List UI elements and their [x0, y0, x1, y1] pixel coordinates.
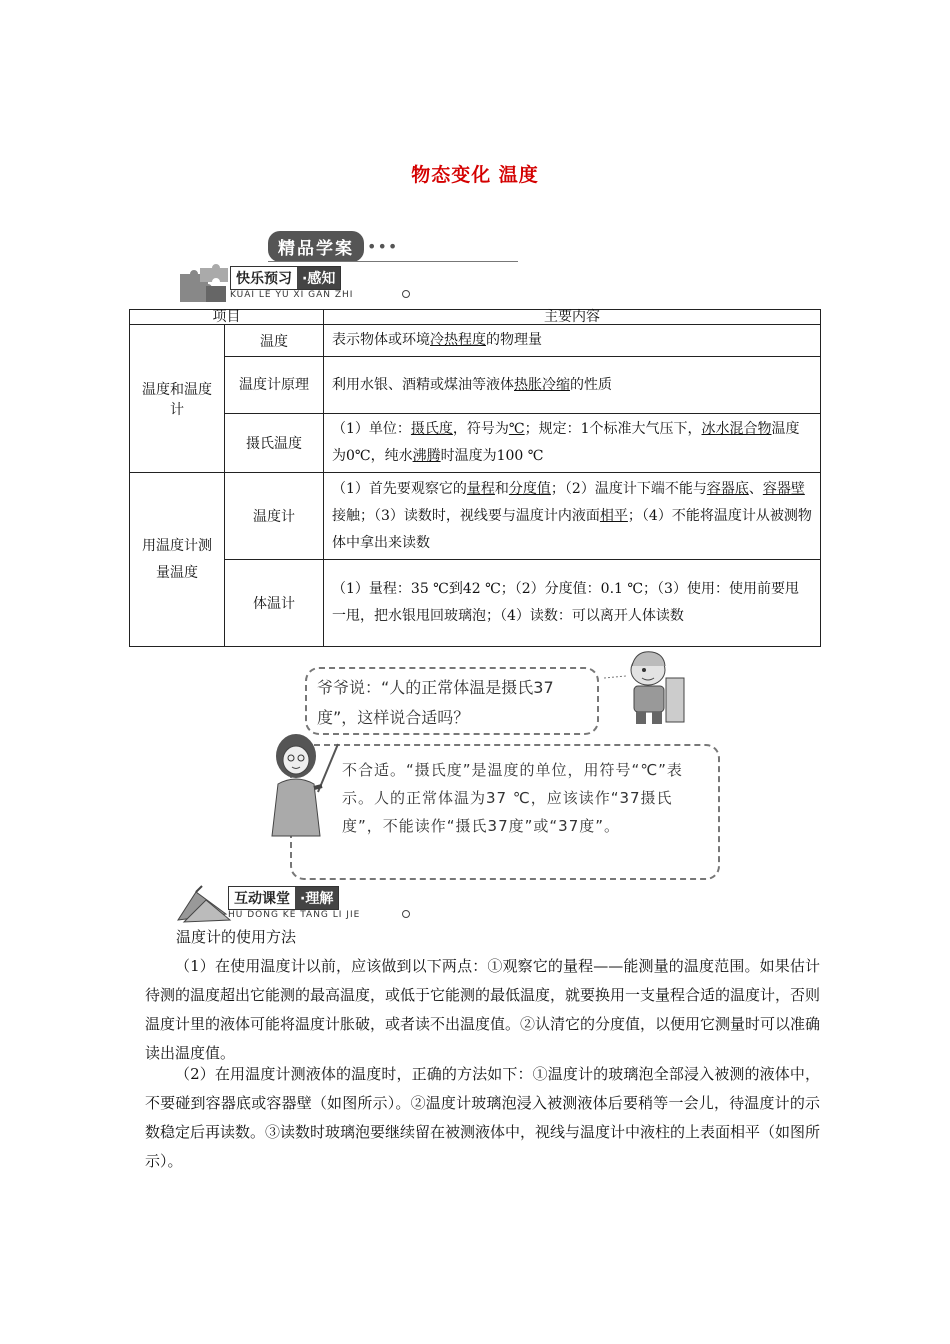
folder-stack-icon — [176, 884, 232, 926]
teacher-figure-icon — [262, 732, 342, 844]
key-term: 分度值 — [508, 480, 551, 497]
banner-end-dot — [402, 910, 410, 918]
group-label — [130, 325, 225, 473]
section-pinyin: KUAI LE YU XI GAN ZHI — [230, 290, 354, 300]
group-name: 用温度计测量温度 — [142, 537, 212, 581]
question-bubble: 爷爷说：“人的正常体温是摄氏37度”，这样说合适吗？ — [305, 667, 599, 735]
key-term: 容器壁 — [762, 480, 805, 497]
table-row — [130, 560, 821, 647]
preview-section-banner — [176, 264, 406, 306]
row-content: （1）首先要观察它的量程和分度值；（2）温度计下端不能与容器底、容器壁接触；（3）读数时，视线要与温度计内液面相平；（4）不能将温度计从被测物体中拿出来读数 — [324, 473, 821, 560]
table-row — [130, 473, 821, 560]
table-row — [130, 357, 821, 414]
banner-end-dot — [402, 290, 410, 298]
row-item: 温度 — [225, 325, 324, 357]
subheading: 温度计的使用方法 — [176, 928, 297, 946]
row-content: 表示物体或环境冷热程度的物理量 — [324, 325, 821, 357]
row-content: （1）单位：摄氏度，符号为℃；规定：1个标准大气压下，冰水混合物温度为0℃，纯水沸腾时温度为100 ℃ — [324, 414, 821, 473]
key-term: 沸腾 — [412, 448, 441, 464]
table-row — [130, 414, 821, 473]
section-title-box — [230, 266, 341, 290]
banner-dots: ••• — [367, 236, 399, 256]
group-label — [130, 473, 225, 647]
featured-lesson-banner — [268, 232, 398, 260]
row-item: 摄氏温度 — [225, 414, 324, 473]
section-pinyin: HU DONG KE TANG LI JIE — [228, 910, 361, 920]
row-content: 利用水银、酒精或煤油等液体热胀冷缩的性质 — [324, 357, 821, 414]
answer-bubble: 不合适。“摄氏度”是温度的单位，用符号“℃”表示。人的正常体温为37 ℃，应该读作“37摄氏度”，不能读作“摄氏37度”或“37度”。 — [290, 744, 720, 880]
section-title: 快乐预习 — [231, 267, 297, 289]
key-term: 冰水混合物 — [701, 421, 772, 437]
row-item: 温度计 — [225, 473, 324, 560]
row-item: 体温计 — [225, 560, 324, 647]
key-term: 冷热程度 — [430, 332, 486, 348]
key-term: 相平 — [599, 507, 628, 524]
key-term: 容器底 — [706, 480, 749, 497]
page-title: 物态变化 温度 — [411, 164, 539, 186]
header-content: 主要内容 — [324, 310, 821, 325]
group-name: 温度和温度计 — [142, 381, 212, 418]
banner-label: 精品学案 — [268, 231, 364, 262]
row-content: （1）量程：35 ℃到42 ℃；（2）分度值：0.1 ℃；（3）使用：使用前要甩一甩，把水银甩回玻璃泡；（4）读数：可以离开人体读数 — [324, 560, 821, 647]
key-term: 量程 — [466, 480, 495, 497]
table-header-row — [130, 310, 821, 325]
key-term: 摄氏度 — [410, 421, 453, 437]
row-item: 温度计原理 — [225, 357, 324, 414]
key-term: 热胀冷缩 — [514, 376, 570, 393]
puzzle-icon — [176, 264, 232, 306]
table-row — [130, 325, 821, 357]
section-title-highlight: ·感知 — [297, 267, 340, 289]
section-title-highlight: ·理解 — [295, 887, 338, 909]
paragraph: （1）在使用温度计以前，应该做到以下两点：①观察它的量程——能测量的温度范围。如果估计待测的温度超出它能测的最高温度，或低于它能测的最低温度，就要换用一支量程合适的温度计，否则温度计里的液体可能将温度计胀破，或者读不出温度值。②认清它的分度值，以便用它测量时可以准确读出温度值。 — [145, 957, 821, 1062]
banner-divider — [268, 261, 518, 262]
header-item: 项目 — [130, 310, 324, 325]
grandpa-figure-icon — [604, 648, 688, 726]
section-title: 互动课堂 — [229, 887, 295, 909]
interactive-section-banner — [176, 884, 406, 926]
summary-table — [129, 309, 821, 647]
key-term: ℃ — [508, 421, 525, 437]
paragraph: （2）在用温度计测液体的温度时，正确的方法如下：①温度计的玻璃泡全部浸入被测的液体中，不要碰到容器底或容器壁（如图所示）。②温度计玻璃泡浸入被测液体后要稍等一会儿，待温度计的示数稳定后再读数。③读数时玻璃泡要继续留在被测液体中，视线与温度计中液柱的上表面相平（如图所示）。 — [145, 1065, 821, 1170]
section-title-box — [228, 886, 339, 910]
